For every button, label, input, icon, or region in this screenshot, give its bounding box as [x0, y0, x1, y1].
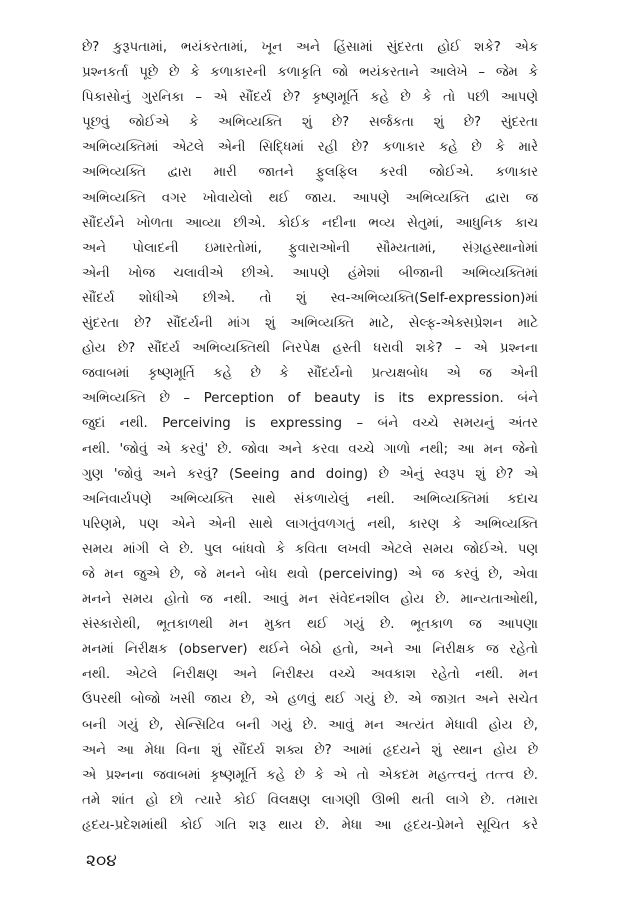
- text-line: જુદાં નથી. Perceiving is expressing – બંને વચ્ચે સમયનું અંતર: [82, 416, 538, 432]
- body-text: [82, 35, 538, 838]
- text-line: નથી. 'જોવું એ કરવું' છે. જોવા અને કરવા વચ્ચે ગાળો નથી; આ મન જેનો: [82, 441, 538, 457]
- text-line: બની ગયું છે, સેન્સિટિવ બની ગયું છે. આવું મન અત્યંત મેધાવી હોય છે,: [82, 717, 538, 733]
- text-line: ગુણ 'જોવું અને કરવું? (Seeing and doing) છે એનું સ્વરૂપ શું છે? એ: [82, 466, 538, 482]
- text-line: સૌંદર્ય શોધીએ છીએ. તો શું સ્વ-અભિવ્યક્તિ(Self-expression)માં: [82, 290, 538, 306]
- text-line: હોય છે? સૌંદર્ય અભિવ્યક્તિથી નિરપેક્ષ હસ્તી ધરાવી શકે? – એ પ્રશ્નના: [82, 341, 538, 357]
- text-line: હૃદય-પ્રદેશમાંથી કોઈ ગતિ શરૂ થાય છે. મેધા આ હૃદય-પ્રેમને સૂચિત કરે: [82, 817, 538, 833]
- text-line: અભિવ્યક્તિ છે – Perception of beauty is its expression. બંને: [82, 391, 538, 407]
- text-line: છે? કુરૂપતામાં, ભયંકરતામાં, ખૂન અને હિંસામાં સુંદરતા હોઈ શકે? એક: [82, 40, 538, 55]
- text-line: અભિવ્યક્તિ દ્વારા મારી જાતને ફુલફિલ કરવી જોઈએ. કળાકાર: [82, 165, 538, 181]
- text-line: મનને સમય હોતો જ નથી. આવું મન સંવેદનશીલ હોય છે. માન્યતાઓથી,: [82, 592, 538, 608]
- text-line: સંસ્કારોથી, ભૂતકાળથી મન મુક્ત થઈ ગયું છે. ભૂતકાળ જ આપણા: [82, 617, 538, 633]
- text-line: સૌંદર્યને ખોળતા આવ્યા છીએ. કોઈક નદીના ભવ્ય સેતુમાં, આધુનિક કાચ: [82, 215, 538, 231]
- text-line: નથી. એટલે નિરીક્ષણ અને નિરીક્ષ્ય વચ્ચે અવકાશ રહેતો નથી. મન: [82, 667, 538, 683]
- text-line: અભિવ્યક્તિમાં એટલે એની સિદ્ધિમાં રહી છે? કળાકાર કહે છે કે મારે: [82, 140, 538, 156]
- text-line: સમય માંગી લે છે. પુલ બાંધવો કે કવિતા લખવી એટલે સમય જોઈએ. પણ: [82, 541, 538, 557]
- text-line: અનિવાર્યપણે અભિવ્યક્તિ સાથે સંકળાયેલું નથી. અભિવ્યક્તિમાં કદાચ: [82, 491, 538, 507]
- text-line: જવાબમાં કૃષ્ણમૂર્તિ કહે છે કે સૌંદર્યનો પ્રત્યક્ષબોધ એ જ એની: [82, 366, 538, 382]
- text-line: અને પોલાદની ઇમારતોમાં, ફુવારાઓની સૌમ્યતામાં, સંગ્રહસ્થાનોમાં: [82, 240, 538, 256]
- text-line: પ્રશ્નકર્તા પૂછે છે કે કળાકારની કળાકૃતિ જો ભયંકરતાને આલેખે – જેમ કે: [82, 65, 538, 81]
- text-line: પૂછવું જોઈએ કે અભિવ્યક્તિ શું છે? સર્જકતા શું છે? સુંદરતા: [82, 115, 538, 131]
- page-number: ૨૦૪: [86, 851, 117, 871]
- text-line: એ પ્રશ્નના જવાબમાં કૃષ્ણમૂર્તિ કહે છે કે એ તો એકદમ મહત્ત્વનું તત્ત્વ છે.: [82, 767, 538, 783]
- text-line: અને આ મેધા વિના શું સૌંદર્ય શક્ય છે? આમાં હૃદયને શું સ્થાન હોય છે: [82, 742, 538, 758]
- text-line: પરિણમે, પણ એને એની સાથે લાગતુંવળગતું નથી, કારણ કે અભિવ્યક્તિ: [82, 516, 538, 532]
- text-line: અભિવ્યક્તિ વગર ખોવાયેલો થઈ જાય. આપણે અભિવ્યક્તિ દ્વારા જ: [82, 190, 538, 206]
- text-line: જે મન જુએ છે, જે મનને બોધ થવો (perceiving) એ જ કરવું છે, એવા: [82, 566, 538, 582]
- text-line: એની ખોજ ચલાવીએ છીએ. આપણે હંમેશાં બીજાની અભિવ્યક્તિમાં: [82, 265, 538, 281]
- text-line: પિકાસોનું ગુરનિકા – એ સૌંદર્ય છે? કૃષ્ણમૂર્તિ કહે છે કે તો પછી આપણે: [82, 90, 538, 106]
- text-line: તમે શાંત હો છો ત્યારે કોઈ વિલક્ષણ લાગણી ઊભી થતી લાગે છે. તમારા: [82, 792, 538, 808]
- text-line: ઉપરથી બોજો ખસી જાય છે, એ હળવું થઈ ગયું છે. એ જાગ્રત અને સચેત: [82, 692, 538, 708]
- text-line: સુંદરતા છે? સૌંદર્યની માંગ શું અભિવ્યક્તિ માટે, સેલ્ફ-એક્સપ્રેશન માટે: [82, 316, 538, 332]
- text-line: મનમાં નિરીક્ષક (observer) થઈને બેઠો હતો, અને આ નિરીક્ષક જ રહેતો: [82, 642, 538, 658]
